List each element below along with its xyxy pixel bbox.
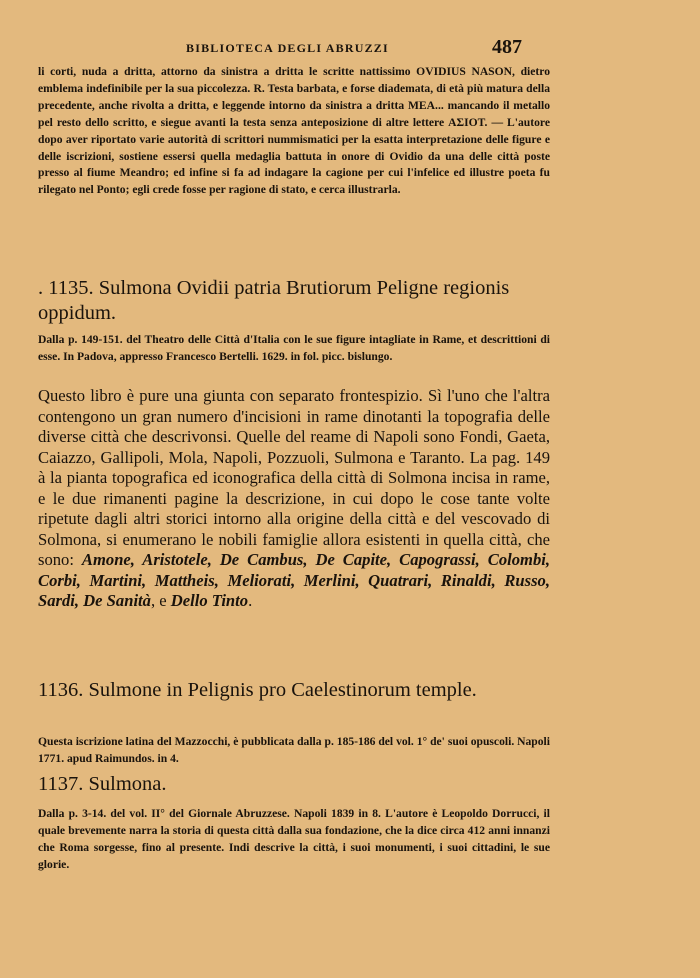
entry-1134-continuation: li corti, nuda a dritta, attorno da sinistra a dritta le scritte nattissimo OVIDIUS NASON, dietro emblema indefinibile per la sua piccolezza. R. Testa barbata, e forse diademata, di età più matura della precedente, anche rivolta a dritta, e leggende intorno da sinistra a dritta MEA... mancando il metallo pel resto dello scritto, e siegue avanti la testa senza anteposizione di altre lettere ΑΣΙΟΤ. — L'autore dopo aver riportato varie autorità di scrittori nummismatici per la esatta interpretazione delle figure e delle iscrizioni, sostiene essersi quella medaglia battuta in onore di Ovidio da una delle città poste presso al fiume Meandro; ed infine si fa ad indagare la cagione per cui l'infelice ed illustre poeta fu rilegato nel Ponto; egli crede fosse per ragione di stato, e cerca illustrarla.	[38, 65, 550, 197]
entry-1135-title: . 1135. Sulmona Ovidii patria Brutiorum Peligne regionis oppidum.	[38, 277, 510, 324]
entry-1136-title: 1136. Sulmone in Pelignis pro Caelestinorum temple.	[38, 679, 477, 701]
page-number: 487	[492, 36, 522, 58]
entry-1136-citation: Questa iscrizione latina del Mazzocchi, è pubblicata dalla p. 185-186 del vol. 1° de' suoi opuscoli. Napoli 1771. apud Raimundos. in 4.	[38, 735, 550, 765]
entry-1137-citation: Dalla p. 3-14. del vol. II° del Giornale Abruzzese. Napoli 1839 in 8. L'autore è Leopoldo Dorrucci, il quale brevemente narra la storia di questa città dalla sua fondazione, che la dice circa 412 anni innanzi che Roma sorgesse, fino al presente. Indi descrive la città, i suoi monumenti, i suoi cittadini, le sue glorie.	[38, 807, 550, 871]
family-names: Amone, Aristotele, De Cambus, De Capite, Capograssi, Colombi, Corbi, Martini, Mattheis, Meliorati, Merlini, Quatrari, Rinaldi, Russo, Sardi, De Sanità	[38, 550, 551, 610]
entry-1135-citation: Dalla p. 149-151. del Theatro delle Città d'Italia con le sue figure intagliate in Rame, et descrittioni di esse. In Padova, appresso Francesco Bertelli. 1629. in fol. picc. bislungo.	[38, 333, 550, 363]
sentence-end: .	[248, 591, 253, 610]
entry-1135-description	[38, 386, 550, 612]
last-family-name: Dello Tinto	[170, 591, 249, 610]
entry-1137-title: 1137. Sulmona.	[38, 773, 167, 795]
page-header	[0, 38, 700, 58]
conjunction: , e	[150, 591, 171, 610]
running-title: BIBLIOTECA DEGLI ABRUZZI	[186, 41, 389, 55]
entry-1135-body: Questo libro è pure una giunta con separato frontespizio. Sì l'uno che l'altra contengono un gran numero d'incisioni in rame dinotanti la topografia delle diverse città che descrivonsi. Quelle del reame di Napoli sono Fondi, Gaeta, Caiazzo, Gallipoli, Mola, Napoli, Pozzuoli, Sulmona e Taranto. La pag. 149 à la pianta topografica ed iconografica della città di Solmona incisa in rame, e le due rimanenti pagine la descrizione, in cui dopo le cose tante volte ripetute dagli altri storici intorno alla origine della città e del vescovado di Solmona, si enumerano le nobili famiglie allora esistenti in quella città, che sono:	[38, 386, 550, 569]
